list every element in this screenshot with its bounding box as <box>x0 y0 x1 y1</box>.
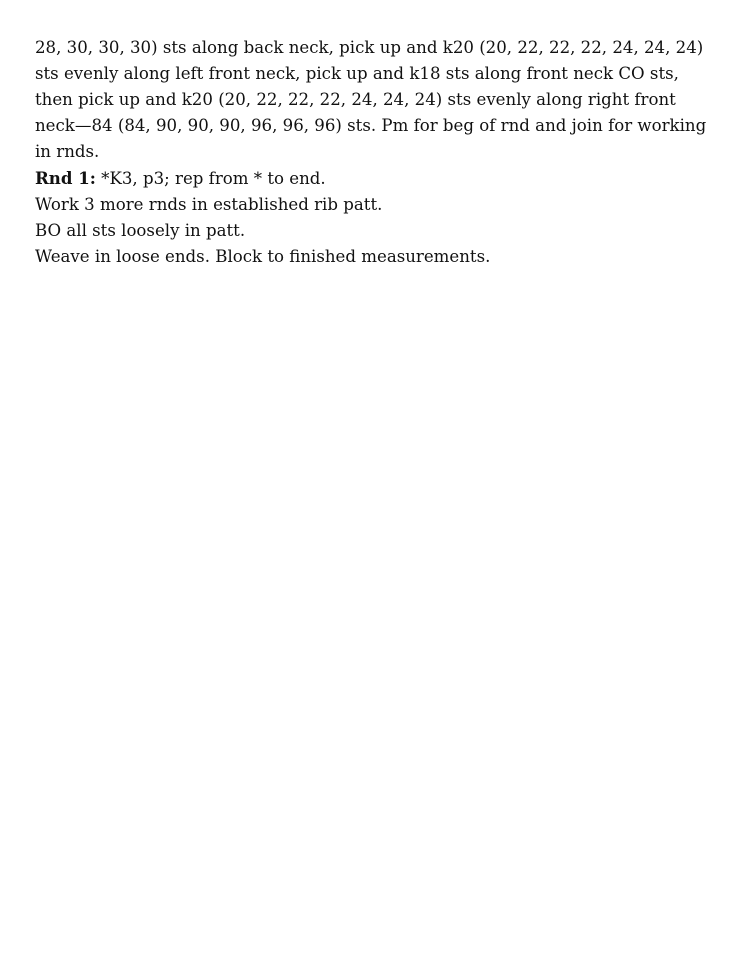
round-1-text: *K3, p3; rep from * to end. <box>95 169 326 188</box>
bind-off-paragraph: BO all sts loosely in patt. <box>35 221 246 240</box>
work-more-rounds-paragraph: Work 3 more rnds in established rib patt. <box>35 195 383 214</box>
document-page <box>35 35 715 270</box>
round-1-instruction <box>35 165 715 192</box>
round-1-label: Rnd 1: <box>35 168 96 188</box>
intro-paragraph: 28, 30, 30, 30) sts along back neck, pick up and k20 (20, 22, 22, 22, 24, 24, 24) sts evenly along left front neck, pick up and k18 sts along front neck CO sts, then pick up and k20 (20, 22, 22, 22, 24, 24, 24) sts evenly along right front neck—84 (84, 90, 90, 90, 96, 96, 96) sts. Pm for beg of rnd and join for working in rnds. <box>35 38 707 161</box>
finishing-paragraph: Weave in loose ends. Block to finished measurements. <box>35 247 491 266</box>
